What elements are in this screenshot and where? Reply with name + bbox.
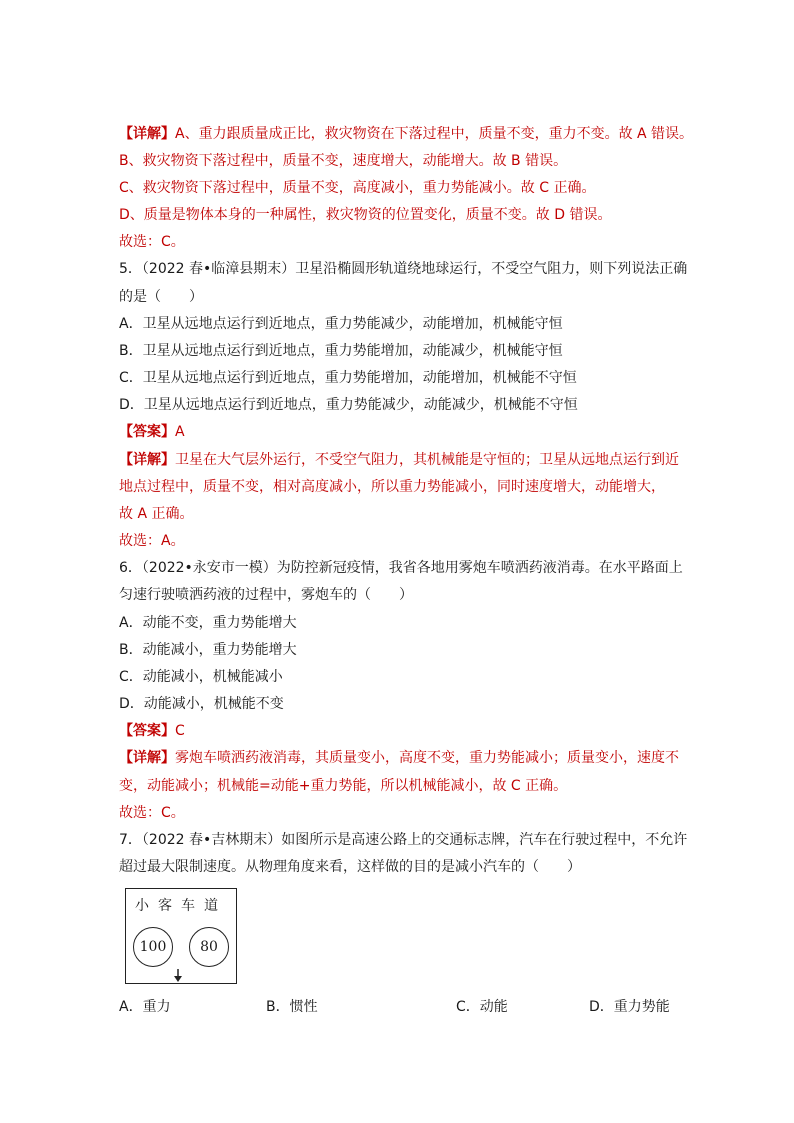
question-5-option-d: D．卫星从远地点运行到近地点，重力势能减少，动能减少，机械能不守恒 <box>119 397 578 413</box>
question-7-stem: 7．（2022 春•吉林期末）如图所示是高速公路上的交通标志牌，汽车在行驶过程中，不允许 <box>119 832 688 848</box>
answer-line: 【答案】C <box>119 723 185 739</box>
explanation-line: B、救灾物资下落过程中，质量不变，速度增大，动能增大。故 B 错误。 <box>119 153 568 169</box>
explanation-tag: 【详解】 <box>119 126 175 142</box>
speed-limit-right: 80 <box>189 927 229 967</box>
choice-conclusion: 故选：C。 <box>119 805 185 821</box>
explanation-line: 故 A 正确。 <box>119 506 194 522</box>
traffic-sign-figure <box>125 888 237 984</box>
question-6-option-b: B．动能减小，重力势能增大 <box>119 642 297 658</box>
speed-limit-left: 100 <box>133 927 173 967</box>
question-6-option-d: D．动能减小，机械能不变 <box>119 696 284 712</box>
question-7-option-c: C．动能 <box>456 999 508 1015</box>
question-6-option-c: C．动能减小，机械能减小 <box>119 669 283 685</box>
sign-title: 小客车道 <box>135 898 227 914</box>
explanation-line: 地点过程中，质量不变，相对高度减小，所以重力势能减小，同时速度增大，动能增大， <box>119 479 665 495</box>
question-7-option-a: A．重力 <box>119 999 171 1015</box>
choice-conclusion: 故选：A。 <box>119 533 185 549</box>
explanation-line: D、质量是物体本身的一种属性，救灾物资的位置变化，质量不变。故 D 错误。 <box>119 207 612 223</box>
explanation-tag: 【详解】 <box>119 452 175 468</box>
down-arrow-icon <box>172 969 184 983</box>
choice-conclusion: 故选：C。 <box>119 234 185 250</box>
question-7-option-b: B．惯性 <box>266 999 318 1015</box>
question-5-stem: 5．（2022 春•临漳县期末）卫星沿椭圆形轨道绕地球运行，不受空气阻力，则下列说法正确 <box>119 261 688 277</box>
answer-tag: 【答案】 <box>119 723 175 739</box>
explanation-tag: 【详解】 <box>119 750 175 766</box>
question-7-options <box>0 997 794 1017</box>
question-5-option-c: C．卫星从远地点运行到近地点，重力势能增加，动能增加，机械能不守恒 <box>119 370 577 386</box>
question-5-option-b: B．卫星从远地点运行到近地点，重力势能增加，动能减少，机械能守恒 <box>119 343 563 359</box>
question-5-option-a: A．卫星从远地点运行到近地点，重力势能减少，动能增加，机械能守恒 <box>119 316 563 332</box>
question-6-option-a: A．动能不变，重力势能增大 <box>119 615 297 631</box>
answer-tag: 【答案】 <box>119 424 175 440</box>
question-6-stem: 6．（2022•永安市一模）为防控新冠疫情，我省各地用雾炮车喷洒药液消毒。在水平路面上 <box>119 560 683 576</box>
explanation-line: 变，动能减小；机械能=动能+重力势能，所以机械能减小，故 C 正确。 <box>119 778 568 794</box>
answer-line: 【答案】A <box>119 424 185 440</box>
question-5-stem-cont: 的是（ ） <box>119 289 203 305</box>
question-7-option-d: D．重力势能 <box>589 999 670 1015</box>
explanation-line: 【详解】A、重力跟质量成正比，救灾物资在下落过程中，质量不变，重力不变。故 A 错误。 <box>119 126 694 142</box>
explanation-line: 【详解】雾炮车喷洒药液消毒，其质量变小，高度不变，重力势能减小；质量变小，速度不 <box>119 750 679 766</box>
explanation-line: 【详解】卫星在大气层外运行，不受空气阻力，其机械能是守恒的；卫星从远地点运行到近 <box>119 452 679 468</box>
question-6-stem-cont: 匀速行驶喷洒药液的过程中，雾炮车的（ ） <box>119 587 413 603</box>
question-7-stem-cont: 超过最大限制速度。从物理角度来看，这样做的目的是减小汽车的（ ） <box>119 859 581 875</box>
explanation-line: C、救灾物资下落过程中，质量不变，高度减小，重力势能减小。故 C 正确。 <box>119 180 596 196</box>
